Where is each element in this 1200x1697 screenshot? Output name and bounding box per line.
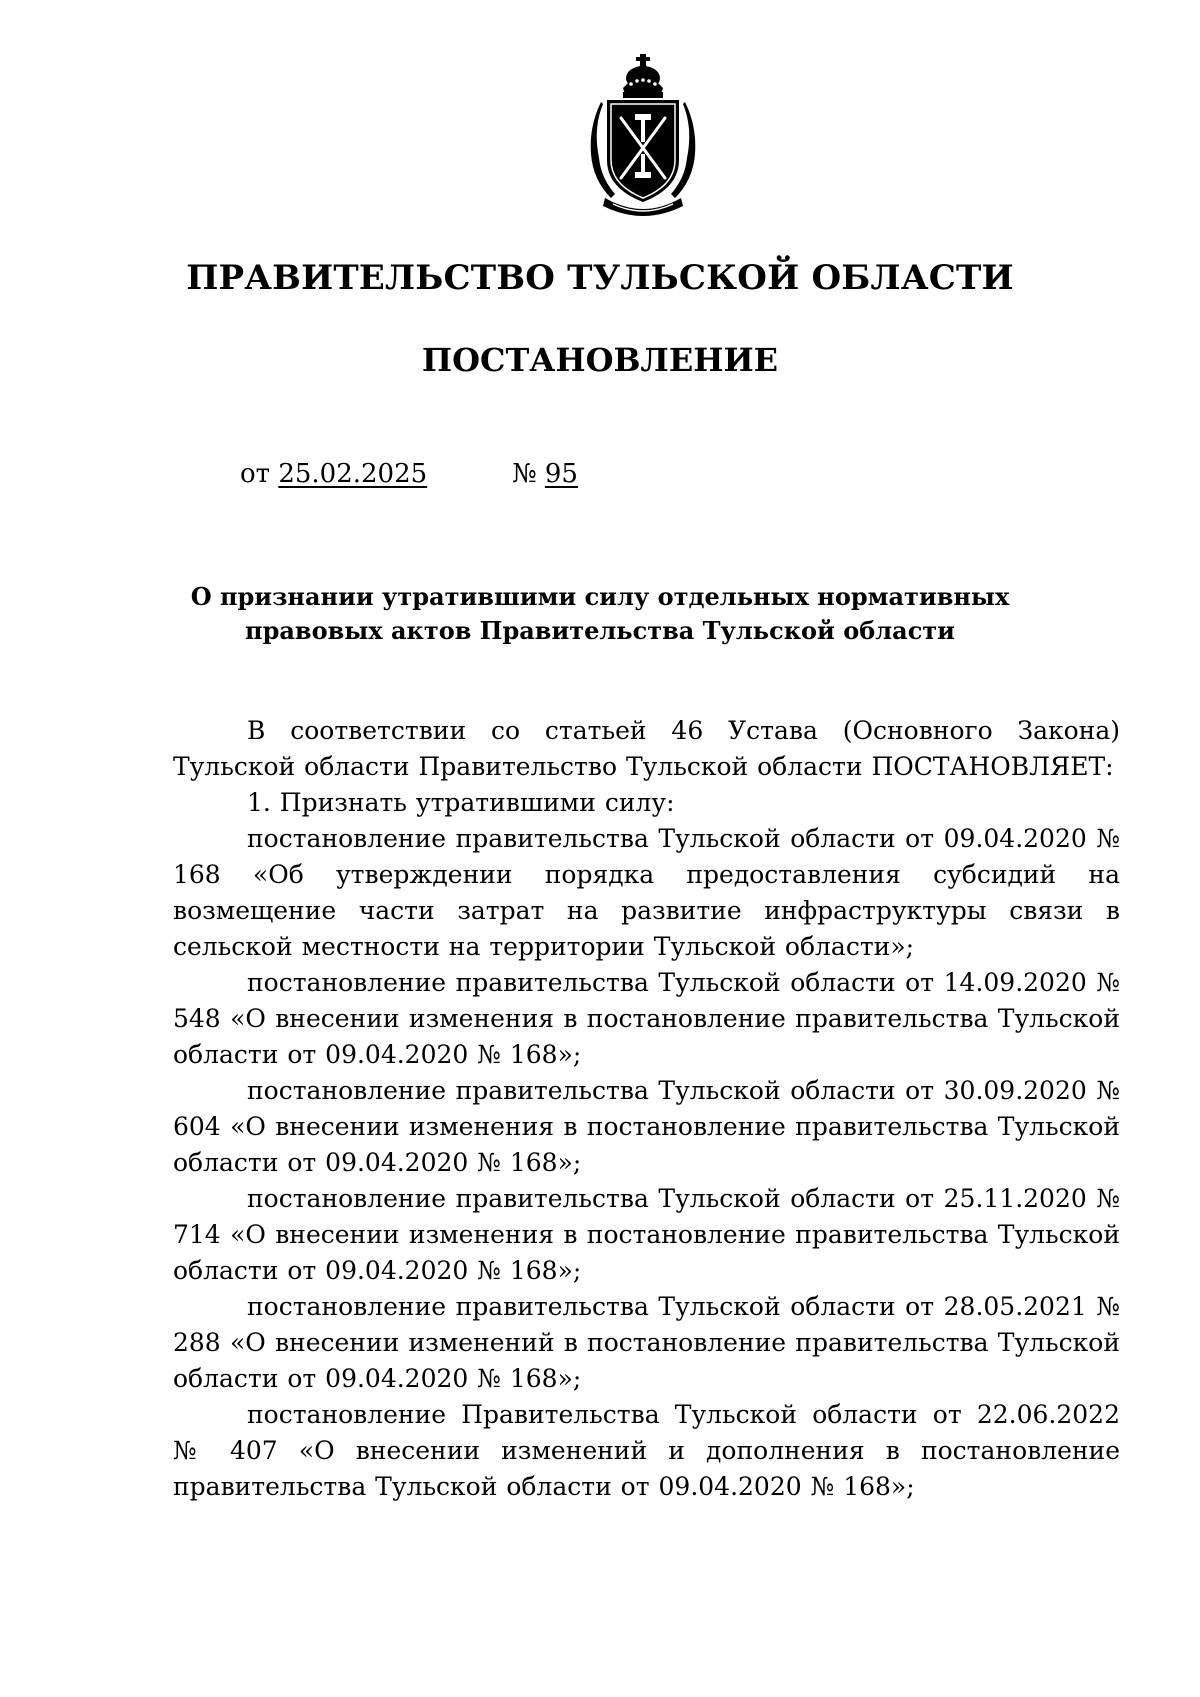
number-prefix: № [512,459,537,489]
document-subject [0,580,1200,648]
organization-title: ПРАВИТЕЛЬСТВО ТУЛЬСКОЙ ОБЛАСТИ [186,258,1014,298]
list-item: постановление правительства Тульской области от 28.05.2021 № 288 «О внесении изменений в постановление правительства Тульской области от 09.04.2020 № 168»; [173,1292,1120,1393]
preamble-paragraph: В соответствии со статьей 46 Устава (Основного Закона) Тульской области Правительство Тульской области ПОСТАНОВЛЯЕТ: [173,716,1120,781]
clause-paragraph: 1. Признать утратившими силу: [247,788,675,817]
list-item: постановление правительства Тульской области от 30.09.2020 № 604 «О внесении изменения в постановление правительства Тульской области от 09.04.2020 № 168»; [173,1076,1120,1177]
list-item: постановление Правительства Тульской области от 22.06.2022 № 407 «О внесении изменений и дополнения в постановление правительства Тульской области от 09.04.2020 № 168»; [173,1400,1120,1501]
subject-line: О признании утратившими силу отдельных нормативных [190,582,1010,611]
document-body [173,713,1120,1505]
document-type-title: ПОСТАНОВЛЕНИЕ [421,341,779,379]
document-date [240,457,427,491]
number-value: 95 [544,459,578,489]
date-value: 25.02.2025 [278,459,428,489]
subject-line: правовых актов Правительства Тульской области [245,616,955,645]
tula-region-coat-of-arms-icon [585,48,701,216]
list-item: постановление правительства Тульской области от 25.11.2020 № 714 «О внесении изменения в постановление правительства Тульской области от 09.04.2020 № 168»; [173,1184,1120,1285]
document-number [512,457,578,491]
list-item: постановление правительства Тульской области от 09.04.2020 № 168 «Об утверждении порядка предоставления субсидий на возмещение части затрат на развитие инфраструктуры связи в сельской местности на территории Тульской области»; [173,824,1120,961]
date-prefix: от [240,459,271,489]
list-item: постановление правительства Тульской области от 14.09.2020 № 548 «О внесении изменения в постановление правительства Тульской области от 09.04.2020 № 168»; [173,968,1120,1069]
